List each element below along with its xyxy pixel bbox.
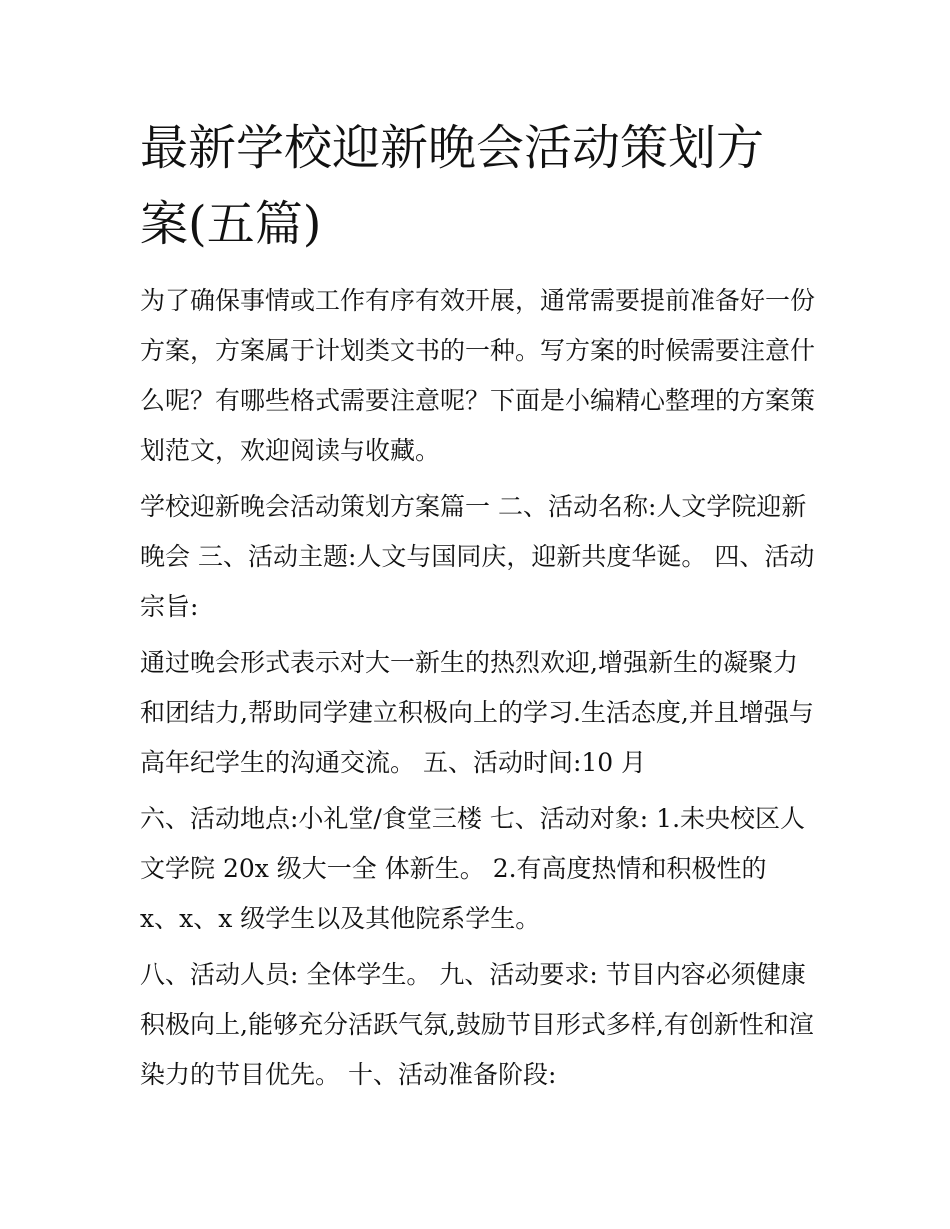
document-title [140, 110, 820, 262]
location-paragraph [140, 794, 815, 944]
purpose-paragraph [140, 638, 815, 788]
text-line: 染力的节目优先。 十、活动准备阶段: [140, 1060, 557, 1089]
intro-paragraph [140, 276, 815, 476]
text-line: 文学院 20x 级大一全 体新生。 2.有高度热情和积极性的 [140, 854, 767, 883]
title-line: 案(五篇) [140, 196, 322, 252]
text-line: x、x、x 级学生以及其他院系学生。 [140, 904, 541, 933]
text-line: 学校迎新晚会活动策划方案篇一 二、活动名称:人文学院迎新 [140, 492, 807, 521]
text-line: 和团结力,帮助同学建立积极向上的学习.生活态度,并且增强与 [140, 698, 814, 727]
text-line: 六、活动地点:小礼堂/食堂三楼 七、活动对象: 1.未央校区人 [140, 804, 806, 833]
text-line: 划范文，欢迎阅读与收藏。 [140, 436, 441, 465]
requirements-paragraph [140, 950, 815, 1100]
text-line: 为了确保事情或工作有序有效开展，通常需要提前准备好一份 [140, 286, 816, 315]
text-line: 通过晚会形式表示对大一新生的热烈欢迎,增强新生的凝聚力 [140, 648, 798, 677]
section-paragraph [140, 482, 815, 632]
text-line: 宗旨: [140, 592, 199, 621]
title-line: 最新学校迎新晚会活动策划方 [140, 120, 765, 176]
text-line: 八、活动人员: 全体学生。 九、活动要求: 节目内容必须健康 [140, 960, 806, 989]
text-line: 高年纪学生的沟通交流。 五、活动时间:10 月 [140, 748, 647, 777]
text-line: 积极向上,能够充分活跃气氛,鼓励节目形式多样,有创新性和渲 [140, 1010, 814, 1039]
text-line: 方案，方案属于计划类文书的一种。写方案的时候需要注意什 [140, 336, 816, 365]
text-line: 晚会 三、活动主题:人文与国同庆，迎新共度华诞。 四、活动 [140, 542, 815, 571]
document-body [140, 276, 815, 1106]
text-line: 么呢？有哪些格式需要注意呢？下面是小编精心整理的方案策 [140, 386, 816, 415]
